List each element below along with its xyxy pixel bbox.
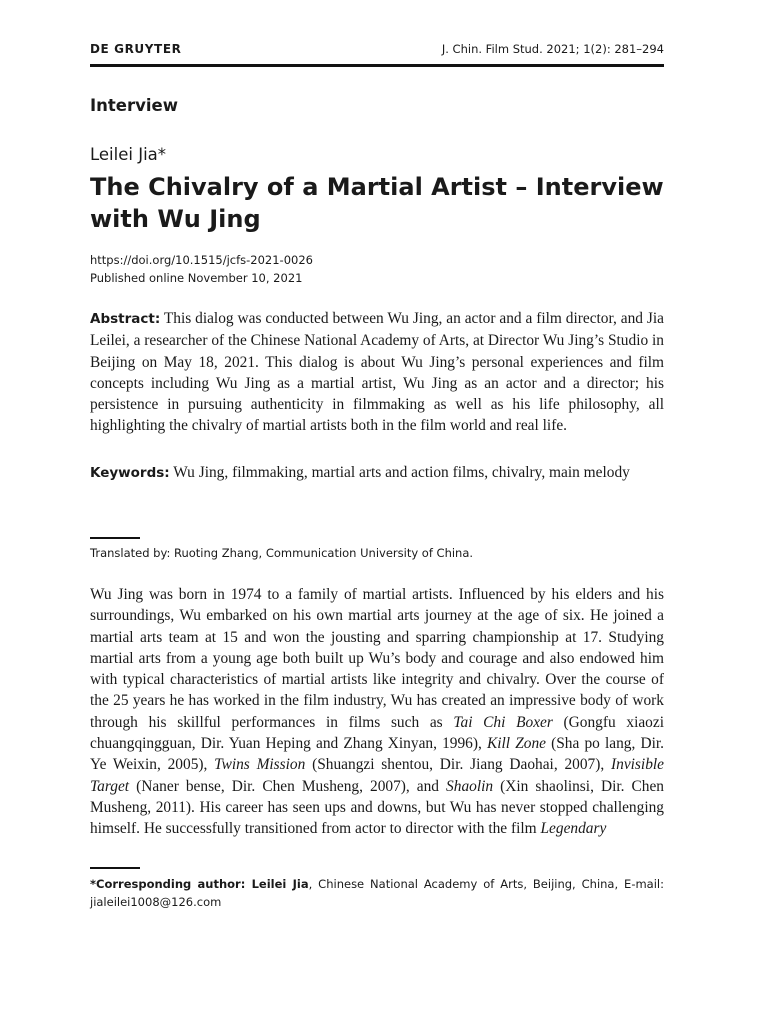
film-title-kill-zone: Kill Zone (486, 735, 546, 753)
translator-note: Translated by: Ruoting Zhang, Communication University of China. (90, 546, 474, 560)
article-title: The Chivalry of a Martial Artist – Interview with Wu Jing (90, 173, 664, 233)
keywords-text: Wu Jing, filmmaking, martial arts and action films, chivalry, main melody (173, 464, 630, 481)
body-text-3: (Sha po lang, Dir. Ye Weixin, 2005), (90, 735, 664, 774)
header-rule (90, 64, 664, 67)
article-page (90, 0, 664, 1024)
keywords-label: Keywords: (90, 465, 170, 481)
doi-link[interactable]: https://doi.org/10.1515/jcfs-2021-0026 (90, 253, 313, 267)
body-text-5: (Naner bense, Dir. Chen Musheng, 2007), and (129, 777, 447, 795)
body-text-6: (Xin shaolinsi, Dir. Chen Musheng, 2011). His career has seen ups and downs, but Wu has never stopped challenging himself. He successfully transitioned from actor to director with the film (90, 777, 664, 838)
film-title-invisible-target: Invisible Target (90, 756, 664, 795)
section-label: Interview (90, 96, 178, 115)
footnote-text: , Chinese National Academy of Arts, Beijing, China, E-mail: jialeilei1008@126.com (90, 877, 664, 909)
publication-date: Published online November 10, 2021 (90, 271, 303, 285)
publisher-name: DE GRUYTER (90, 42, 182, 56)
body-paragraph (90, 584, 664, 840)
film-title-tai-chi-boxer: Tai Chi Boxer (453, 713, 553, 731)
corresponding-author-footnote (90, 876, 664, 911)
footnote-label: *Corresponding author: Leilei Jia (90, 877, 309, 891)
keywords (90, 462, 664, 484)
body-text-4: (Shuangzi shentou, Dir. Jiang Daohai, 2007), (305, 756, 611, 774)
body-text-1: Wu Jing was born in 1974 to a family of martial artists. Influenced by his elders and his surroundings, Wu embarked on his own martial arts journey at the age of six. He joined a martial arts team at 15 and won the jousting and sparring championship at 17. Studying martial arts from a young age both built up Wu’s body and courage and also endowed him with typical characteristics of martial artists like integrity and chivalry. Over the course of the 25 years he has worked in the film industry, Wu has created an impressive body of work through his skillful performances in films such as (90, 586, 664, 731)
body-text-2: (Gongfu xiaozi chuangqingguan, Dir. Yuan Heping and Zhang Xinyan, 1996), (90, 713, 664, 753)
abstract-label: Abstract: (90, 311, 161, 327)
author-name: Leilei Jia* (90, 145, 167, 164)
abstract (90, 308, 664, 437)
page-header (90, 40, 664, 58)
abstract-text: This dialog was conducted between Wu Jing, an actor and a film director, and Jia Leilei, a researcher of the Chinese National Academy of Arts, at Director Wu Jing’s Studio in Beijing on May 18, 2021. This dialog is about Wu Jing’s personal experiences and film concepts including Wu Jing as a martial artist, Wu Jing as an actor and a director; his persistence in pursuing authenticity in filmmaking as well as his life philosophy, all highlighting the chivalry of martial artists both in the film world and real life. (90, 310, 664, 435)
footnote-divider (90, 867, 140, 869)
journal-citation: J. Chin. Film Stud. 2021; 1(2): 281–294 (441, 42, 664, 56)
film-title-twins-mission: Twins Mission (214, 756, 306, 774)
note-divider (90, 537, 140, 539)
film-title-shaolin: Shaolin (446, 777, 494, 795)
film-title-legendary: Legendary (540, 820, 607, 838)
